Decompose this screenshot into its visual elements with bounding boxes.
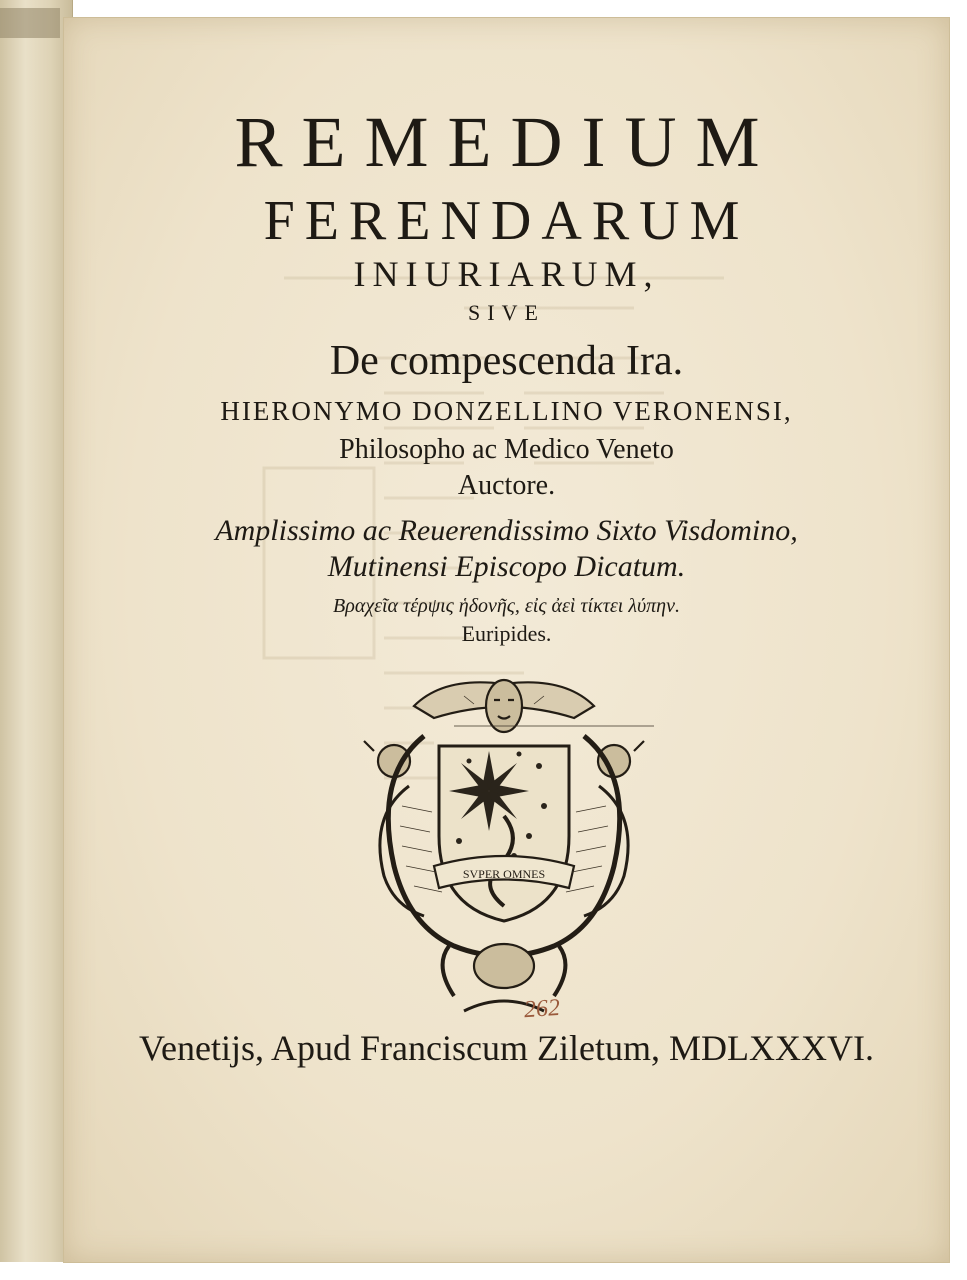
printers-device-emblem [354, 666, 654, 1021]
pencil-annotation: 262 [523, 994, 561, 1024]
imprint-line: Venetijs, Apud Franciscum Ziletum, MDLXXXVI. [139, 1028, 874, 1068]
subtitle: De compescenda Ira. [329, 338, 684, 384]
author-line: HIERONYMO DONZELLINO VERONENSI, [220, 396, 793, 426]
book-spine [0, 0, 73, 1262]
author-role: Philosopho ac Medico Veneto [339, 434, 674, 465]
auctore-line: Auctore. [457, 470, 556, 501]
dedication-line-1: Amplissimo ac Reuerendissimo Sixto Visdomino, [215, 514, 798, 547]
title-line-3: INIURIARUM, [353, 254, 660, 294]
title-line-4: SIVE [468, 300, 545, 325]
quote-author: Euripides. [461, 621, 552, 646]
title-page [64, 18, 949, 1262]
dedication-line-2: Mutinensi Episcopo Dicatum. [327, 550, 686, 583]
spine-shadow [0, 8, 60, 38]
title-line-1: REMEDIUM [234, 102, 779, 182]
title-line-2: FERENDARUM [263, 190, 750, 252]
greek-quote: Βραχεῖα τέρψις ἡδονῆς, εἰς ἀεὶ τίκτει λύπην. [333, 595, 680, 617]
emblem-motto: SVPER OMNES [462, 867, 546, 881]
